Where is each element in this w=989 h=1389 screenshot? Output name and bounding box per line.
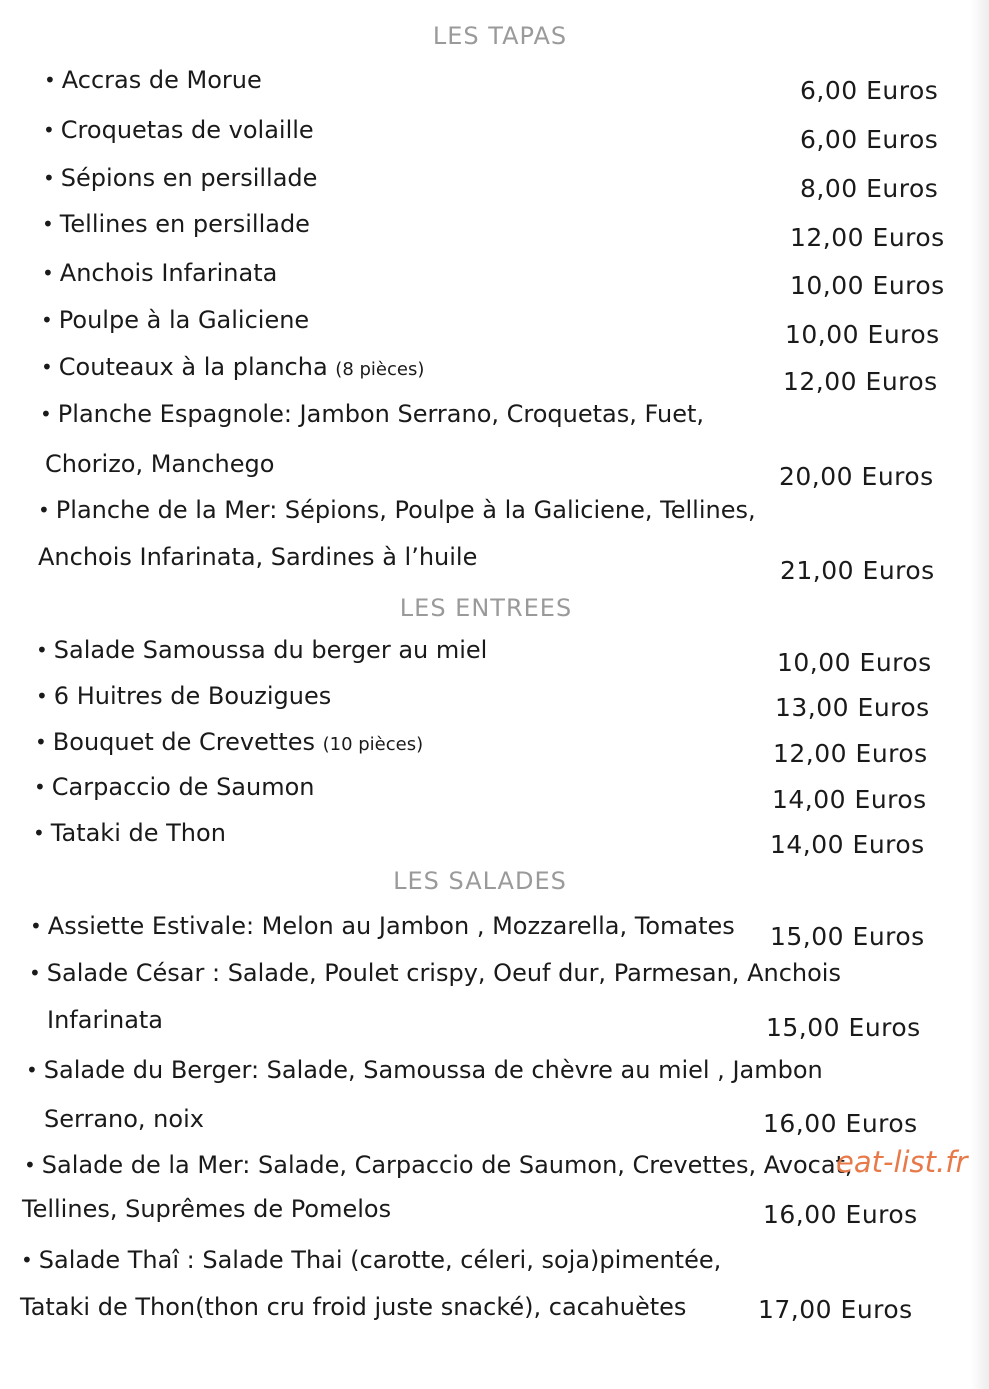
item-price: 12,00 Euros (783, 367, 938, 396)
bullet: • (42, 212, 54, 236)
item-price: 6,00 Euros (800, 125, 939, 154)
bullet: • (26, 1058, 38, 1082)
menu-item (41, 353, 424, 381)
bullet: • (33, 821, 45, 845)
item-price: 6,00 Euros (800, 76, 939, 105)
item-description: : Melon au Jambon , Mozzarella, Tomates (245, 912, 735, 940)
item-name: Carpaccio de Saumon (51, 773, 315, 801)
bullet: • (30, 914, 42, 938)
item-note: (10 pièces) (322, 734, 424, 755)
menu-item (44, 66, 262, 94)
bullet: • (36, 638, 48, 662)
item-price: 13,00 Euros (775, 693, 930, 722)
item-description-continued: Anchois Infarinata, Sardines à l’huile (38, 543, 478, 571)
item-name: Planche Espagnole (57, 400, 284, 428)
menu-item (26, 1056, 823, 1084)
item-name: 6 Huitres de Bouzigues (53, 682, 332, 710)
menu-item (42, 259, 277, 287)
bullet: • (40, 402, 52, 426)
item-name: Planche de la Mer (55, 496, 270, 524)
bullet: • (41, 355, 53, 379)
bullet: • (41, 308, 53, 332)
item-name: Tataki de Thon (50, 819, 226, 847)
item-name: Salade César (46, 959, 205, 987)
menu-item (43, 116, 314, 144)
bullet: • (35, 730, 47, 754)
bullet: • (38, 498, 50, 522)
bullet: • (29, 961, 41, 985)
item-price: 10,00 Euros (785, 320, 940, 349)
menu-item (30, 912, 735, 940)
item-name: Salade Samoussa du berger au miel (53, 636, 488, 664)
item-description-continued: Serrano, noix (44, 1105, 204, 1133)
item-name: Croquetas de volaille (60, 116, 314, 144)
item-price: 12,00 Euros (773, 739, 928, 768)
item-name: Couteaux à la plancha (58, 353, 328, 381)
item-price: 8,00 Euros (800, 174, 939, 203)
item-description-continued: Tellines, Suprêmes de Pomelos (22, 1195, 392, 1223)
item-note: (8 pièces) (335, 359, 425, 380)
section-title-tapas: LES TAPAS (432, 22, 568, 50)
item-price: 20,00 Euros (779, 462, 934, 491)
item-name: Poulpe à la Galiciene (58, 306, 310, 334)
item-name: Sépions en persillade (60, 164, 318, 192)
item-description: : Salade, Poulet crispy, Oeuf dur, Parmesan, Anchois (204, 959, 841, 987)
watermark-logo: eat-list.fr (836, 1145, 968, 1179)
menu-item (34, 773, 315, 801)
item-description-continued: Tataki de Thon(thon cru froid juste snacké), cacahuètes (20, 1293, 687, 1321)
item-name: Tellines en persillade (59, 210, 310, 238)
item-price: 14,00 Euros (770, 830, 925, 859)
item-name: Salade Thaî (38, 1246, 179, 1274)
menu-item (41, 306, 309, 334)
item-price: 16,00 Euros (763, 1109, 918, 1138)
menu-item (29, 959, 841, 987)
item-price: 21,00 Euros (780, 556, 935, 585)
menu-item (24, 1151, 853, 1179)
item-price: 10,00 Euros (790, 271, 945, 300)
item-description-continued: Infarinata (47, 1006, 164, 1034)
item-price: 10,00 Euros (777, 648, 932, 677)
bullet: • (34, 775, 46, 799)
menu-item (38, 496, 756, 524)
bullet: • (21, 1248, 33, 1272)
section-title-entrees: LES ENTREES (399, 594, 573, 622)
bullet: • (42, 261, 54, 285)
bullet: • (24, 1153, 36, 1177)
item-price: 12,00 Euros (790, 223, 945, 252)
item-price: 15,00 Euros (766, 1013, 921, 1042)
bullet: • (43, 166, 55, 190)
item-name: Accras de Morue (61, 66, 262, 94)
menu-item (36, 636, 487, 664)
item-description-continued: Chorizo, Manchego (45, 450, 275, 478)
item-name: Salade du Berger (43, 1056, 251, 1084)
menu-item (21, 1246, 721, 1274)
item-price: 17,00 Euros (758, 1295, 913, 1324)
menu-item (43, 164, 317, 192)
page-edge-shadow (971, 0, 989, 1389)
item-description: : Salade, Samoussa de chèvre au miel , Jambon (250, 1056, 823, 1084)
bullet: • (43, 118, 55, 142)
item-name: Salade de la Mer (41, 1151, 243, 1179)
item-price: 16,00 Euros (763, 1200, 918, 1229)
item-description: : Jambon Serrano, Croquetas, Fuet, (283, 400, 705, 428)
bullet: • (44, 68, 56, 92)
item-description: : Sépions, Poulpe à la Galiciene, Tellines, (269, 496, 756, 524)
menu-item (33, 819, 226, 847)
menu-item (42, 210, 310, 238)
menu-item (40, 400, 704, 428)
item-name: Assiette Estivale (47, 912, 246, 940)
item-name: Bouquet de Crevettes (52, 728, 315, 756)
bullet: • (36, 684, 48, 708)
item-description: : Salade Thai (carotte, céleri, soja)pimentée, (179, 1246, 722, 1274)
item-price: 14,00 Euros (772, 785, 927, 814)
item-description: : Salade, Carpaccio de Saumon, Crevettes, Avocat, (242, 1151, 853, 1179)
section-title-salades: LES SALADES (393, 867, 567, 895)
item-name: Anchois Infarinata (59, 259, 278, 287)
item-price: 15,00 Euros (770, 922, 925, 951)
menu-item (36, 682, 331, 710)
menu-item (35, 728, 423, 756)
